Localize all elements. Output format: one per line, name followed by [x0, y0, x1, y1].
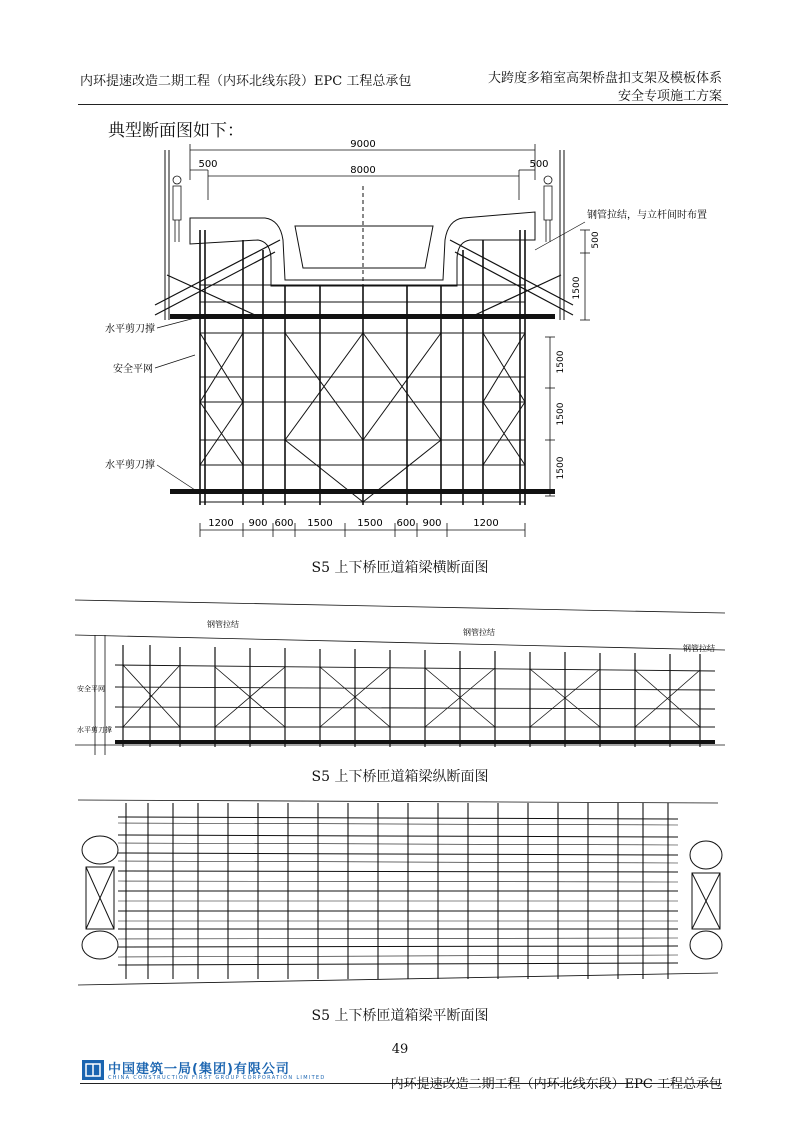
caption-longitudinal-section: S5 上下桥匝道箱梁纵断面图: [311, 769, 489, 785]
label-long-tie-right: 钢管拉结: [683, 644, 715, 653]
header-project-title: 内环提速改造二期工程（内环北线东段）EPC 工程总承包: [80, 74, 412, 89]
dim-bottom-7: 900: [422, 518, 442, 529]
label-horizontal-brace-bottom: 水平剪刀撑: [105, 460, 155, 471]
dim-total: 9000: [350, 140, 376, 150]
dim-bottom-1: 1200: [208, 518, 234, 529]
cross-section-drawing: [95, 140, 715, 550]
label-pipe-tie: 钢管拉结，与立杆间时布置: [587, 210, 707, 221]
header-rule: [78, 104, 728, 105]
dim-side-right: 500: [529, 159, 549, 170]
label-long-net: 安全平网: [77, 685, 105, 693]
company-name-en: CHINA CONSTRUCTION FIRST GROUP CORPORATION LIMITED: [108, 1075, 326, 1081]
dim-bottom-5: 1500: [357, 518, 383, 529]
dim-side-left: 500: [198, 159, 218, 170]
label-long-tie-mid: 钢管拉结: [463, 628, 495, 637]
label-horizontal-brace-top: 水平剪刀撑: [105, 324, 155, 335]
dim-right-mid: 1500: [572, 276, 582, 300]
worker-figure-right: [544, 176, 552, 242]
header-right-line1: 大跨度多箱室高架桥盘扣支架及模板体系: [487, 71, 722, 86]
section-intro: 典型断面图如下：: [108, 121, 244, 141]
label-long-tie-left: 钢管拉结: [207, 620, 239, 629]
page-number: 49: [391, 1042, 409, 1057]
worker-figure-left: [173, 176, 181, 242]
longitudinal-standards: [123, 645, 700, 747]
dim-right-level-2: 1500: [556, 402, 566, 426]
dim-bottom-4: 1500: [307, 518, 333, 529]
dim-right-level-3: 1500: [556, 456, 566, 480]
caption-plan-section: S5 上下桥匝道箱梁平断面图: [311, 1008, 489, 1024]
dim-right-small: 500: [591, 231, 601, 249]
dim-right-level-1: 1500: [556, 350, 566, 374]
header-right-line2: 安全专项施工方案: [617, 89, 722, 104]
plan-grid-horizontals: [118, 817, 678, 965]
longitudinal-section-drawing: [75, 595, 725, 760]
dim-inner: 8000: [350, 165, 376, 176]
company-name-cn: 中国建筑一局(集团)有限公司: [108, 1062, 290, 1077]
dim-bottom-3: 600: [274, 518, 294, 529]
label-safety-net: 安全平网: [113, 364, 153, 375]
label-long-brace: 水平剪刀撑: [77, 726, 112, 734]
caption-cross-section: S5 上下桥匝道箱梁横断面图: [311, 560, 489, 576]
dim-bottom-8: 1200: [473, 518, 499, 529]
company-logo-icon: [82, 1060, 104, 1080]
dim-bottom-2: 900: [248, 518, 268, 529]
plan-section-drawing: [78, 795, 723, 990]
header-document-title: [488, 70, 722, 106]
dim-bottom-6: 600: [396, 518, 416, 529]
footer-project-title: 内环提速改造二期工程（内环北线东段）EPC 工程总承包: [390, 1077, 722, 1092]
